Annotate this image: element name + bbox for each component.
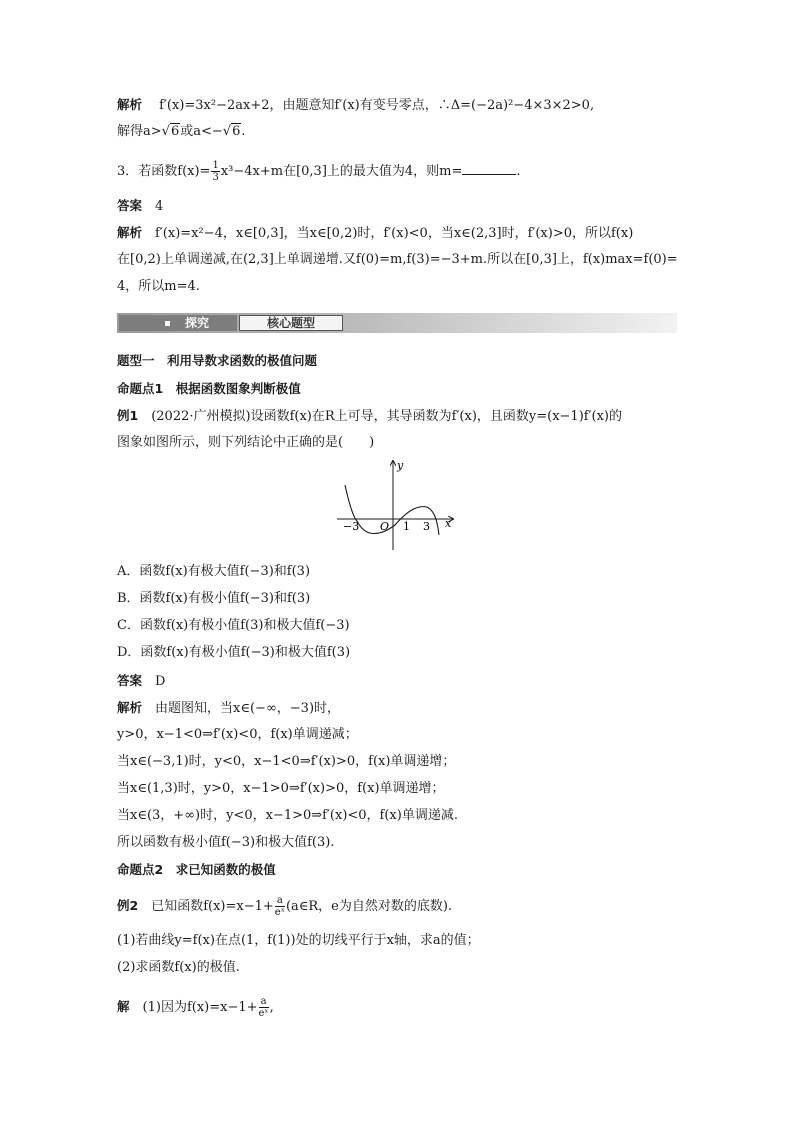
text-fragment: 解得a> bbox=[117, 124, 162, 139]
fraction bbox=[275, 895, 285, 918]
solution-3-line-3 bbox=[117, 278, 200, 296]
solution-1-line-4: 当x∈(1,3)时，y>0，x−1>0⇒f′(x)>0，f(x)单调递增； bbox=[117, 781, 445, 796]
analysis-label: 解析 bbox=[117, 97, 143, 112]
option-a: A．函数f(x)有极大值f(−3)和f(3) bbox=[117, 564, 311, 579]
subtopic-heading: 命题点1 根据函数图象判断极值 bbox=[117, 381, 301, 396]
example-1-line-1 bbox=[117, 407, 622, 426]
tick-label-1: 1 bbox=[403, 520, 410, 533]
example-label: 例2 bbox=[117, 898, 139, 913]
answer-3 bbox=[117, 197, 163, 216]
example-1-line-2 bbox=[117, 434, 374, 452]
tick-label-neg3: −3 bbox=[343, 520, 360, 533]
example-label: 例1 bbox=[117, 408, 139, 423]
answer-1 bbox=[117, 672, 165, 691]
fraction bbox=[259, 996, 269, 1019]
fraction-numerator: a bbox=[259, 996, 269, 1008]
analysis-text: f′(x)=3x²−2ax+2，由题意知f′(x)有变号零点，∴Δ=(−2a)²−4×3×2>0, bbox=[159, 98, 595, 113]
solution-1-line-2: y>0，x−1<0⇒f′(x)<0，f(x)单调递减； bbox=[117, 727, 358, 742]
solution-1-line-5: 当x∈(3，+∞)时，y<0，x−1>0⇒f′(x)<0，f(x)单调递减. bbox=[117, 808, 458, 823]
fraction bbox=[211, 160, 219, 183]
banner-left-label: 探究 bbox=[185, 316, 210, 330]
fraction-numerator: 1 bbox=[212, 160, 219, 171]
example-text: 已知函数f(x)=x−1+ bbox=[151, 899, 274, 914]
square-bullet-icon bbox=[165, 321, 170, 326]
option-b: B．函数f(x)有极小值f(−3)和f(3) bbox=[117, 591, 311, 606]
example-text: 图象如图所示，则下列结论中正确的是( ) bbox=[117, 435, 375, 450]
sqrt-radicand: 6 bbox=[170, 124, 180, 139]
answer-value: 4 bbox=[155, 199, 164, 214]
solution-text: 在[0,2)上单调递减,在(2,3]上单调递增.又f(0)=m,f(3)=−3+m.所以在[0,3]上，f(x)max=f(0)= bbox=[117, 252, 678, 267]
topic-heading: 题型一 利用导数求函数的极值问题 bbox=[117, 353, 318, 368]
example-2-question-2: (2)求函数f(x)的极值. bbox=[117, 960, 240, 975]
text-fragment: 或a<− bbox=[180, 124, 223, 139]
tick-label-3: 3 bbox=[423, 520, 430, 533]
text-fragment: , bbox=[269, 1000, 274, 1015]
solution-label: 解 bbox=[117, 999, 130, 1014]
banner-explore bbox=[119, 315, 237, 331]
sqrt-radicand: 6 bbox=[232, 124, 241, 139]
fraction-denominator: eˣ bbox=[274, 907, 285, 918]
text-fragment: . bbox=[516, 164, 521, 179]
fraction-numerator: a bbox=[275, 895, 285, 907]
answer-label: 答案 bbox=[117, 673, 143, 688]
analysis-line-1 bbox=[117, 96, 594, 115]
banner-core-topic: 核心题型 bbox=[239, 315, 343, 331]
y-axis-label: y bbox=[397, 459, 404, 472]
solution-label: 解析 bbox=[117, 700, 143, 715]
example-2-question-1: (1)若曲线y=f(x)在点(1，f(1))处的切线平行于x轴，求a的值； bbox=[117, 933, 480, 948]
answer-value: D bbox=[155, 674, 166, 689]
solution-1-line-3: 当x∈(−3,1)时，y<0，x−1<0⇒f′(x)>0，f(x)单调递增； bbox=[117, 754, 456, 769]
analysis-line-2: 解得a>√6或a<−√6. bbox=[117, 124, 246, 139]
answer-blank bbox=[462, 162, 516, 175]
example-2-line-1 bbox=[117, 895, 452, 918]
solution-text: 由题图知，当x∈(−∞，−3)时， bbox=[155, 701, 341, 716]
solution-text: (1)因为f(x)=x−1+ bbox=[142, 1000, 258, 1015]
solution-1-line-1 bbox=[117, 699, 340, 718]
example-text: (2022·广州模拟)设函数f(x)在R上可导，其导函数为f′(x)，且函数y=(x−1)f′(x)的 bbox=[151, 409, 623, 424]
solution-label: 解析 bbox=[117, 225, 143, 240]
solution-text: 4，所以m=4. bbox=[117, 279, 200, 294]
solution-2-line-1 bbox=[117, 996, 274, 1019]
question-text: x³−4x+m在[0,3]上的最大值为4，则m= bbox=[220, 164, 463, 179]
text-fragment: . bbox=[241, 124, 246, 139]
question-text: 3．若函数f(x)= bbox=[117, 164, 211, 179]
solution-3-line-1 bbox=[117, 224, 633, 243]
function-graph bbox=[335, 455, 460, 555]
subtopic-heading-2: 命题点2 求已知函数的极值 bbox=[117, 862, 276, 877]
fraction-denominator: eˣ bbox=[258, 1008, 269, 1019]
option-c: C．函数f(x)有极小值f(3)和极大值f(−3) bbox=[117, 618, 350, 633]
solution-3-line-2 bbox=[117, 251, 678, 269]
section-banner bbox=[117, 313, 677, 333]
question-3 bbox=[117, 160, 521, 183]
solution-1-line-6: 所以函数有极小值f(−3)和极大值f(3). bbox=[117, 835, 335, 850]
example-text: (a∈R，e为自然对数的底数). bbox=[285, 899, 453, 914]
x-axis-label: x bbox=[445, 517, 452, 530]
origin-label: O bbox=[380, 520, 390, 533]
option-d: D．函数f(x)有极小值f(−3)和极大值f(3) bbox=[117, 645, 351, 660]
solution-text: f′(x)=x²−4，x∈[0,3]，当x∈[0,2)时，f′(x)<0，当x∈(2,3]时，f′(x)>0，所以f(x) bbox=[155, 226, 634, 241]
fraction-denominator: 3 bbox=[212, 172, 219, 183]
answer-label: 答案 bbox=[117, 198, 143, 213]
